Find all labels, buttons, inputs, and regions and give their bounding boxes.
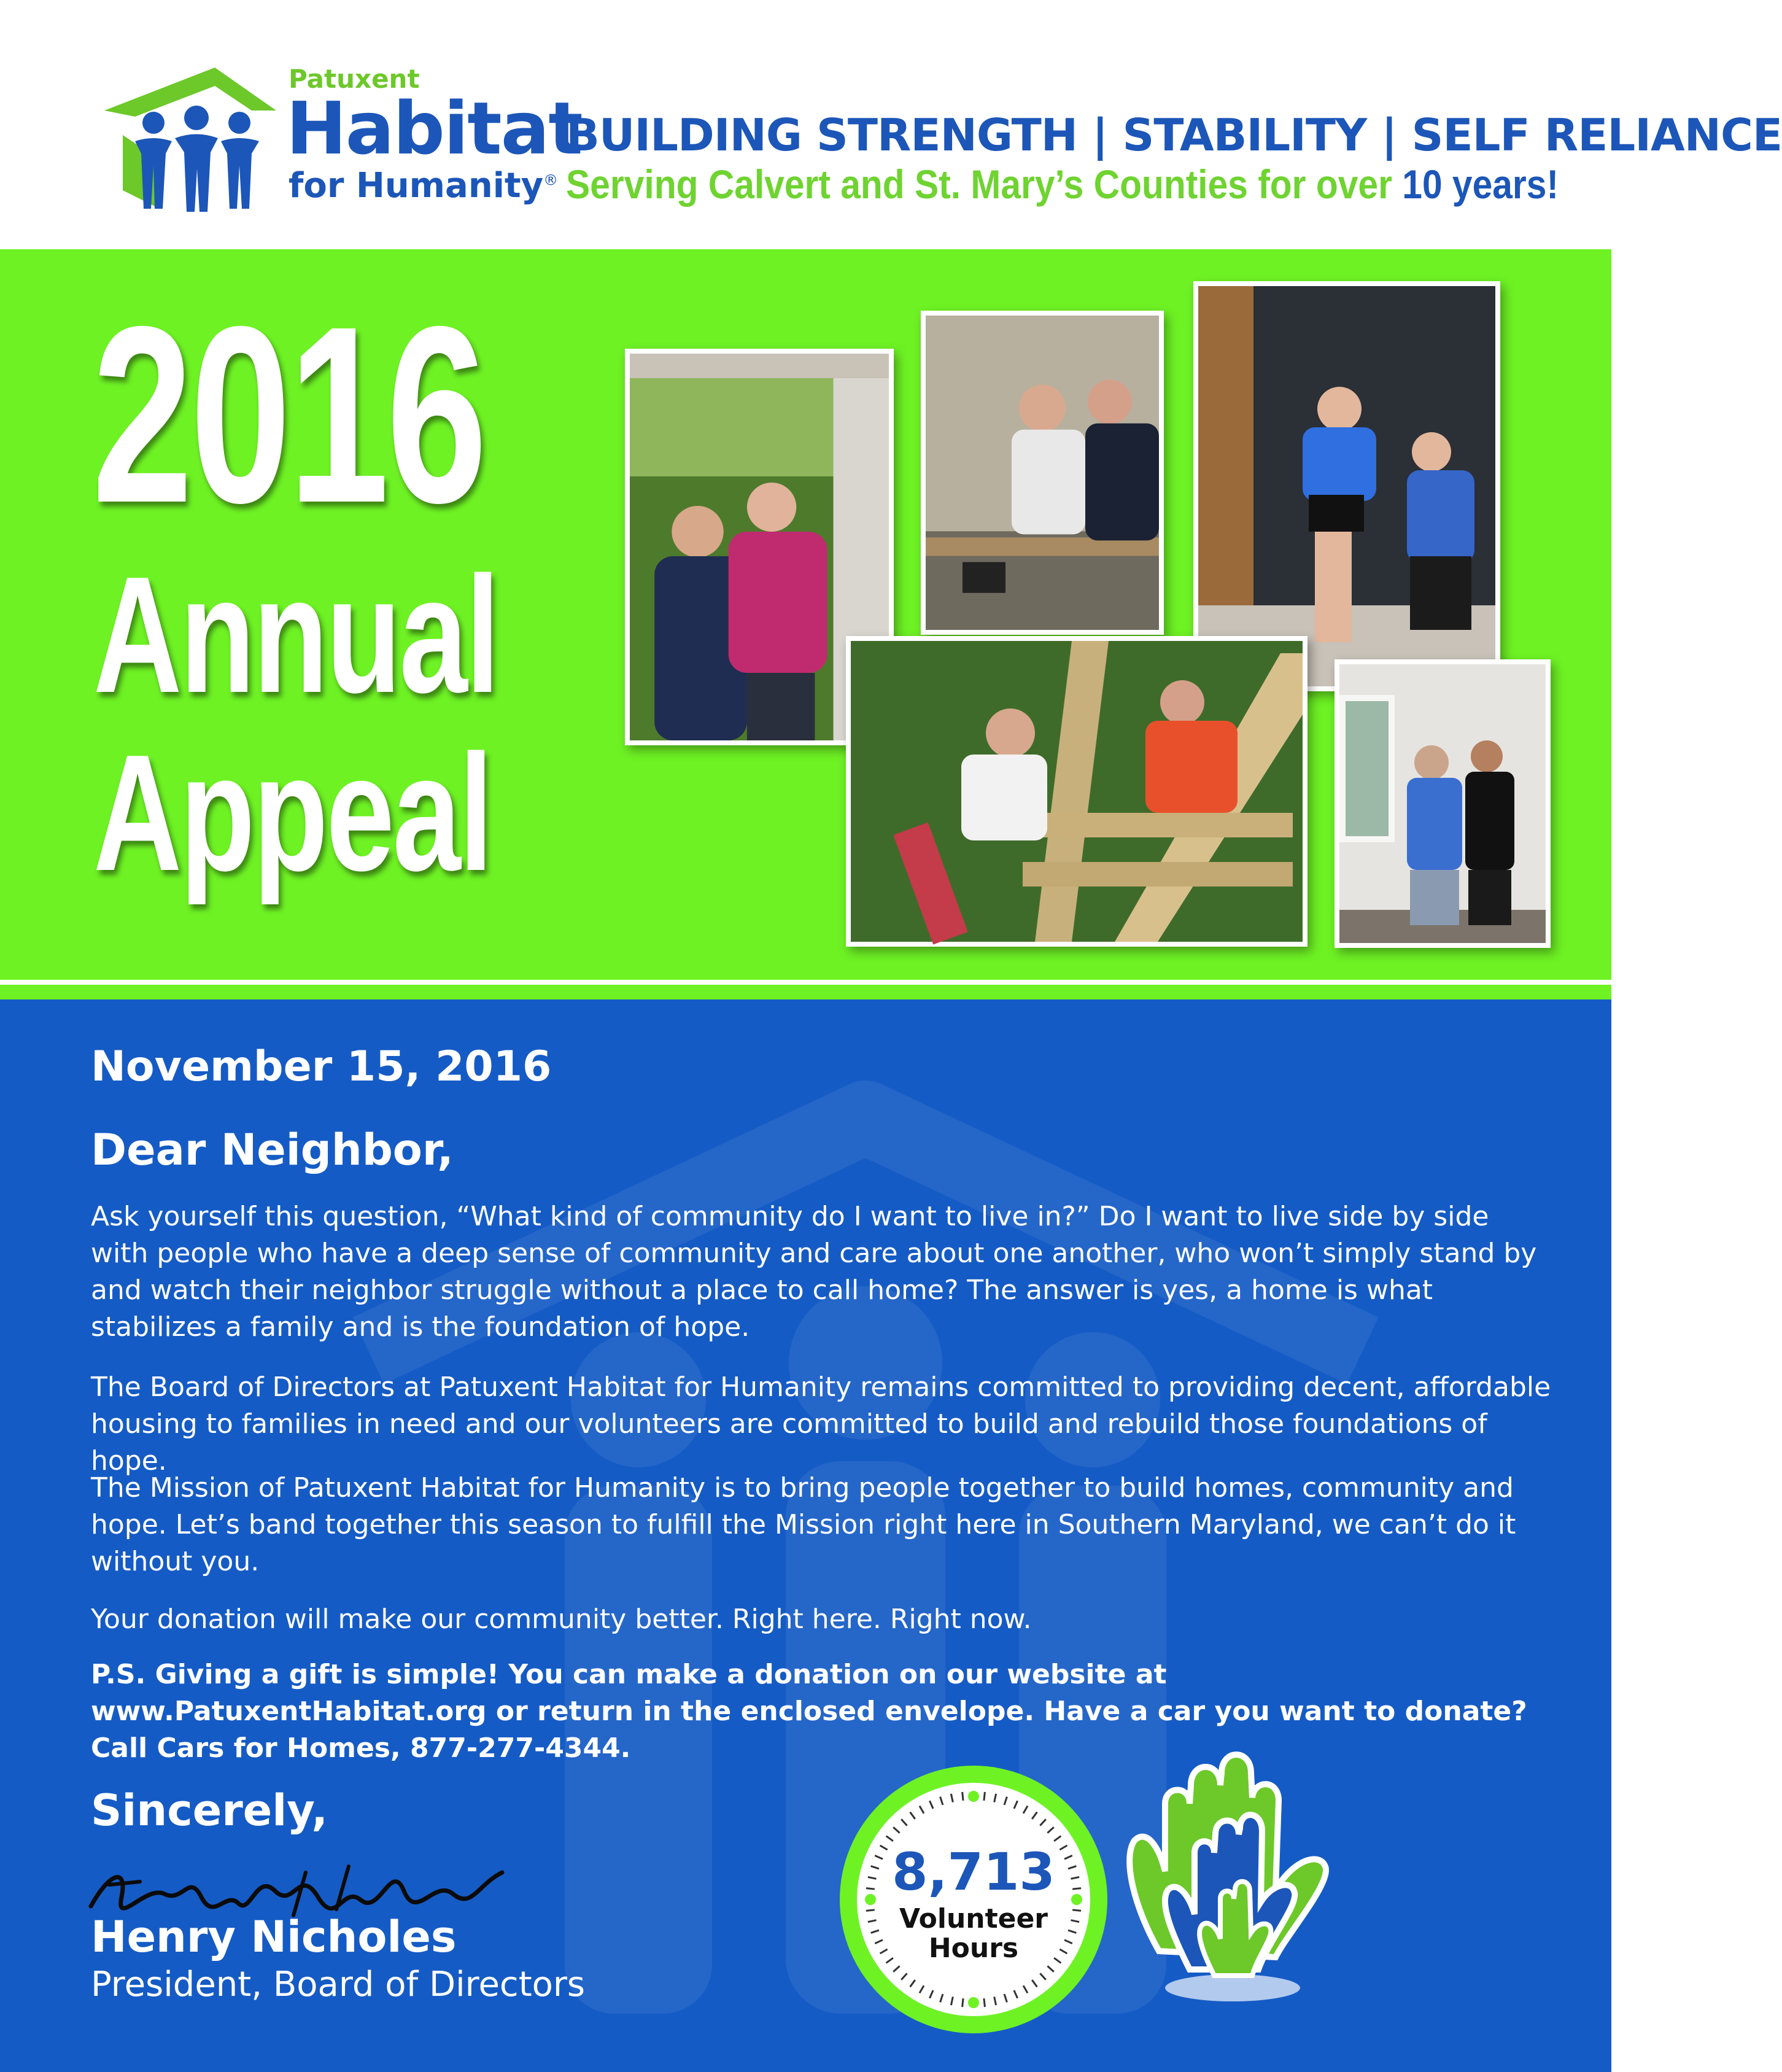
clock-tick — [893, 1966, 899, 1971]
volunteer-hours-badge — [840, 1766, 1107, 2033]
letter-date: November 15, 2016 — [91, 1042, 552, 1091]
photo-volunteers-sawing — [921, 311, 1164, 635]
clock-tick — [901, 1973, 907, 1979]
org-name-habitat: Habitat — [286, 86, 582, 171]
banner-annual: Annual — [93, 543, 498, 728]
letter-paragraph-4: Your donation will make our community better. Right here. Right now. — [91, 1604, 1032, 1635]
photo-volunteers-interior — [1335, 659, 1551, 948]
photo-volunteers-sawing-image — [926, 316, 1159, 630]
signer-name: Henry Nicholes — [91, 1912, 457, 1962]
clock-tick — [1040, 1973, 1045, 1979]
photo-volunteers-interior-image — [1339, 664, 1546, 943]
letter-paragraph-1: Ask yourself this question, “What kind of community do I want to live in?” Do I want to live side by side with people who have a deep sense of community and care about one another, who won’t simply stand by and watch their neighbor struggle without a place to call home? The answer is yes, a home is what stabilizes a family and is the foundation of hope. — [91, 1201, 1537, 1343]
clock-tick — [940, 1994, 943, 2002]
clock-tick — [910, 1812, 915, 1819]
org-name-for-humanity: for Humanity® — [289, 166, 559, 206]
clock-tick — [1014, 1801, 1018, 1809]
photo-volunteers-door — [1193, 281, 1500, 691]
volunteer-hours-label-2: Hours — [928, 1933, 1019, 1964]
org-name-patuxent: Patuxent — [289, 64, 420, 94]
letter-paragraph-2: The Board of Directors at Patuxent Habitat for Humanity remains committed to providing decent, affordable housing to families in need and our volunteers are committed to build and rebuild those foundations of hope. — [91, 1372, 1551, 1476]
clock-tick — [920, 1985, 924, 1993]
banner-appeal: Appeal — [93, 721, 492, 906]
photo-volunteers-framing-image — [851, 641, 1303, 942]
clock-tick — [984, 1998, 985, 2007]
clock-tick — [929, 1990, 933, 1998]
signer-title: President, Board of Directors — [91, 1965, 586, 2004]
clock-tick — [1023, 1985, 1028, 1993]
clock-tick — [1054, 1836, 1061, 1841]
clock-tick — [994, 1794, 996, 1802]
photo-volunteers-door-image — [1198, 286, 1495, 686]
clock-tick — [1032, 1980, 1037, 1987]
serving-statement: Serving Calvert and St. Mary’s Counties for over 10 years! — [566, 161, 1559, 207]
clock-tick — [951, 1794, 953, 1802]
tagline: BUILDING STRENGTH | STABILITY | SELF RELIANCE — [566, 109, 1782, 161]
clock-tick — [940, 1797, 943, 1805]
clock-tick — [929, 1801, 933, 1809]
clock-tick — [951, 1996, 953, 2005]
clock-tick — [1047, 1966, 1053, 1971]
clock-tick — [994, 1996, 996, 2005]
volunteer-hours-label-1: Volunteer — [899, 1903, 1048, 1934]
letter-postscript: P.S. Giving a gift is simple! You can make a donation on our website at www.PatuxentHabitat.org or return in the enclosed envelope. Have a car you want to donate? Call Cars for Homes, 877-277-4344. — [91, 1659, 1527, 1764]
clock-tick — [1040, 1819, 1045, 1825]
clock-tick — [886, 1836, 893, 1841]
clock-tick — [1047, 1827, 1053, 1833]
clock-tick — [1014, 1990, 1018, 1998]
clock-dot — [968, 1997, 979, 2008]
clock-tick — [1004, 1797, 1007, 1805]
clock-tick — [1032, 1812, 1037, 1819]
clock-tick — [893, 1827, 899, 1833]
clock-tick — [1023, 1806, 1028, 1814]
clock-tick — [984, 1792, 985, 1801]
clock-tick — [901, 1819, 907, 1825]
letter-closing: Sincerely, — [91, 1785, 328, 1836]
clock-tick — [920, 1806, 924, 1814]
photo-volunteers-framing — [846, 636, 1307, 947]
letter-greeting: Dear Neighbor, — [91, 1125, 454, 1175]
banner-year: 2016 — [92, 274, 485, 555]
clock-tick — [910, 1980, 915, 1987]
letter-paragraph-3: The Mission of Patuxent Habitat for Humanity is to bring people together to build homes, community and hope. Let’s band together this season to fulfill the Mission right here in Southern Maryland, we can’t do it without you. — [91, 1472, 1516, 1577]
clock-tick — [1004, 1994, 1007, 2002]
volunteer-hours-value: 8,713 — [892, 1842, 1055, 1902]
hands-icon — [1122, 1748, 1343, 2006]
volunteer-hours-clock — [857, 1783, 1090, 2016]
clock-dot — [968, 1791, 979, 1802]
banner-stripe — [0, 985, 1611, 999]
